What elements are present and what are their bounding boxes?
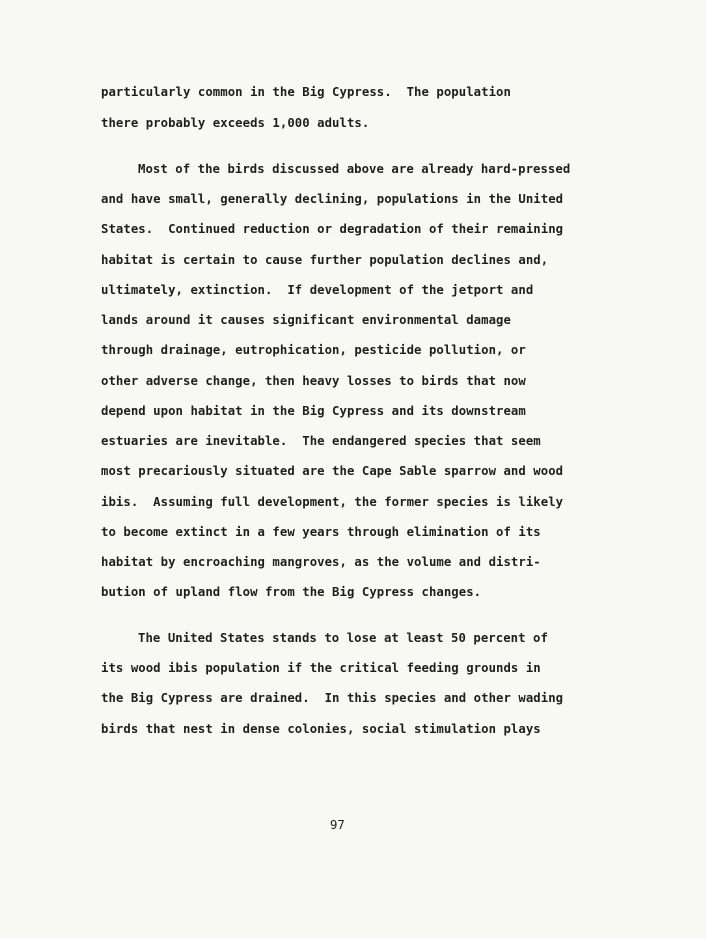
text-line: ultimately, extinction. If development of the jetport and	[101, 283, 534, 297]
text-line: there probably exceeds 1,000 adults.	[101, 116, 370, 130]
text-line: lands around it causes significant environmental damage	[101, 313, 511, 327]
text-line: The United States stands to lose at least 50 percent of	[138, 631, 548, 645]
text-line: estuaries are inevitable. The endangered species that seem	[101, 434, 541, 448]
text-line: through drainage, eutrophication, pesticide pollution, or	[101, 343, 526, 357]
text-line: Most of the birds discussed above are already hard-pressed	[138, 162, 571, 176]
text-line: bution of upland flow from the Big Cypress changes.	[101, 585, 482, 599]
text-line: to become extinct in a few years through elimination of its	[101, 525, 541, 539]
text-line: the Big Cypress are drained. In this species and other wading	[101, 691, 564, 705]
text-line: its wood ibis population if the critical feeding grounds in	[101, 661, 541, 675]
text-line: other adverse change, then heavy losses to birds that now	[101, 374, 526, 388]
text-line: most precariously situated are the Cape Sable sparrow and wood	[101, 464, 564, 478]
text-line: particularly common in the Big Cypress. The population	[101, 85, 511, 99]
text-line: habitat by encroaching mangroves, as the volume and distri-	[101, 555, 541, 569]
text-line: birds that nest in dense colonies, social stimulation plays	[101, 722, 541, 736]
page-number: 97	[330, 818, 345, 832]
text-line: ibis. Assuming full development, the former species is likely	[101, 495, 564, 509]
text-line: depend upon habitat in the Big Cypress and its downstream	[101, 404, 526, 418]
text-line: habitat is certain to cause further population declines and,	[101, 253, 549, 267]
text-line: States. Continued reduction or degradation of their remaining	[101, 222, 564, 236]
text-line: and have small, generally declining, populations in the United	[101, 192, 564, 206]
